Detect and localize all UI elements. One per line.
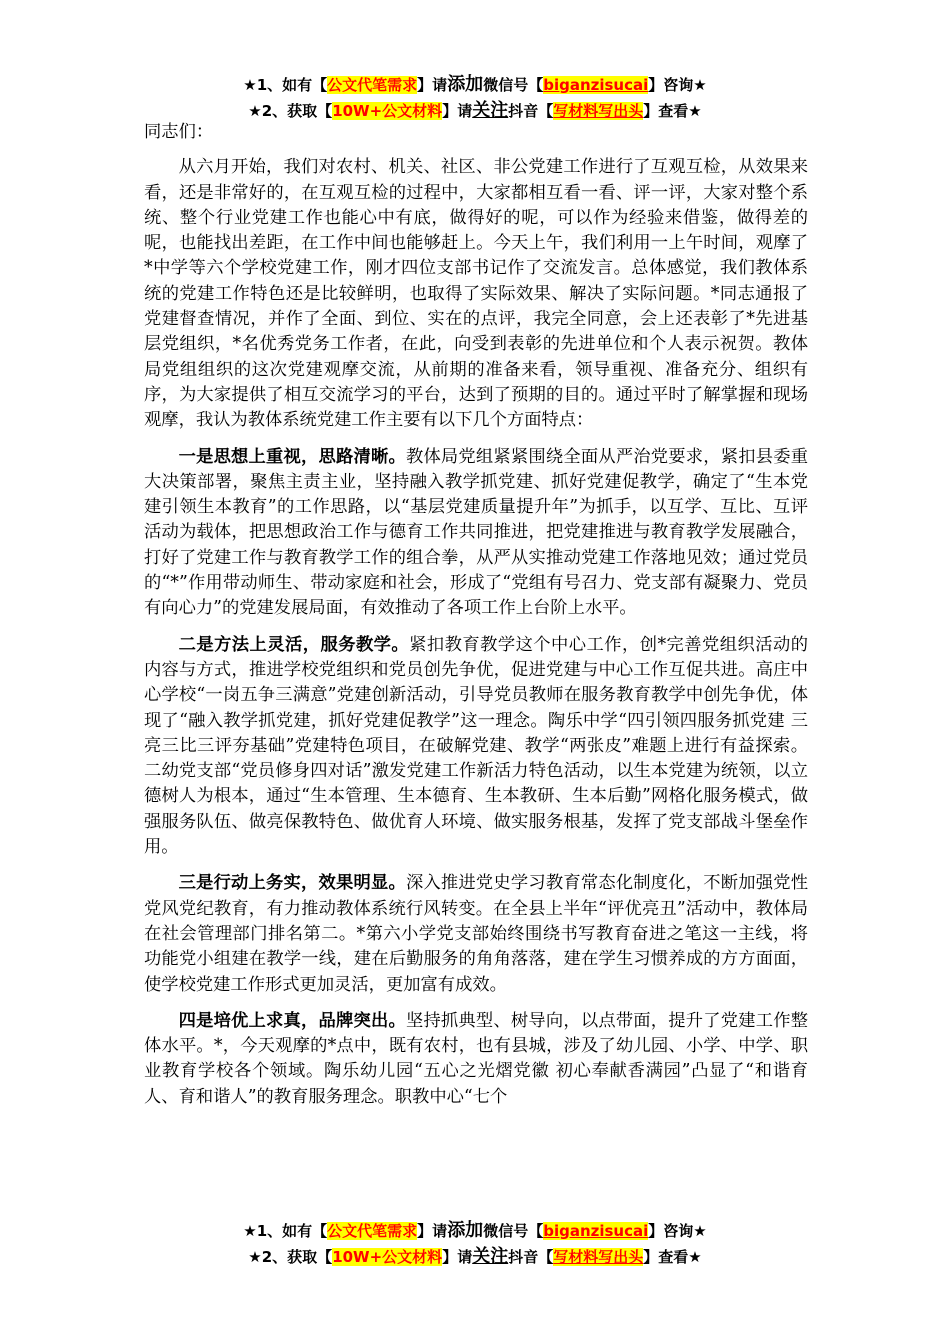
- footer-banner-line-2: ★2、获取【10W+公文材料】请关注抖音【写材料写出头】查看★: [248, 1246, 702, 1267]
- paragraph-point-1: 一是思想上重视，思路清晰。教体局党组紧紧围绕全面从严治党要求，紧扣县委重大决策部署，聚焦主责主业，坚持融入教学抓党建、抓好党建促教学，确定了“生本党建引领生本教育”的工作思路，以“基层党建质量提升年”为抓手，以互学、互比、互评活动为载体，把思想政治工作与德育工作共同推进，把党建推进与教育教学发展融合，打好了党建工作与教育教学工作的组合拳，从严从实推动党建工作落地见效；通过党员的“*”作用带动师生、带动家庭和社会，形成了“党组有号召力、党支部有凝聚力、党员有向心力”的党建发展局面，有效推动了各项工作上台阶上水平。: [144, 446, 808, 619]
- footer-douyin-id[interactable]: 写材料写出头: [553, 1248, 644, 1266]
- header-banner: [0, 72, 950, 124]
- banner-highlight-service: 公文代笔需求: [327, 76, 418, 94]
- point-3-title: 三是行动上务实，效果明显。: [178, 873, 406, 894]
- salutation: 同志们：: [144, 122, 214, 142]
- point-2-title: 二是方法上灵活，服务教学。: [178, 634, 410, 655]
- point-4-title: 四是培优上求真，品牌突出。: [178, 1010, 406, 1031]
- paragraph-point-2: 二是方法上灵活，服务教学。紧扣教育教学这个中心工作，创*完善党组织活动的内容与方式，推进学校党组织和党员创先争优，促进党建与中心工作互促共进。高庄中心学校“一岗五争三满意”党建创新活动，引导党员教师在服务教育教学中创先争优，体现了“融入教学抓党建，抓好党建促教学”这一理念。陶乐中学“四引领四服务抓党建 三亮三比三评夯基础”党建特色项目，在破解党建、教学“两张皮”难题上进行有益探索。二幼党支部“党员修身四对话”激发党建工作新活力特色活动，以生本党建为统领，以立德树人为根本，通过“生本管理、生本德育、生本教研、生本后勤”网格化服务模式，做强服务队伍、做亮保教特色、做优育人环境、做实服务根基，发挥了党支部战斗堡垒作用。: [144, 634, 808, 858]
- point-1-title: 一是思想上重视，思路清晰。: [178, 446, 406, 467]
- banner-highlight-materials: 10W+公文材料: [332, 102, 443, 120]
- banner-douyin-id[interactable]: 写材料写出头: [553, 102, 644, 120]
- paragraph-intro: 从六月开始，我们对农村、机关、社区、非公党建工作进行了互观互检，从效果来看，还是非常好的，在互观互检的过程中，大家都相互看一看、评一评，大家对整个系统、整个行业党建工作也能心中有底，做得好的呢，可以作为经验来借鉴，做得差的呢，也能找出差距，在工作中间也能够赶上。今天上午，我们利用一上午时间，观摩了*中学等六个学校党建工作，刚才四位支部书记作了交流发言。总体感觉，我们教体系统的党建工作特色还是比较鲜明，也取得了实际效果、解决了实际问题。*同志通报了党建督查情况，并作了全面、到位、实在的点评，我完全同意，会上还表彰了*先进基层党组织，*名优秀党务工作者，在此，向受到表彰的先进单位和个人表示祝贺。教体局党组组织的这次党建观摩交流，从前期的准备来看，领导重视、准备充分、组织有序，为大家提供了相互交流学习的平台，达到了预期的目的。通过平时了解掌握和现场观摩，我认为教体系统党建工作主要有以下几个方面特点：: [144, 157, 808, 431]
- banner-line-2: ★2、获取【10W+公文材料】请关注抖音【写材料写出头】查看★: [248, 100, 702, 121]
- paragraph-point-4: 四是培优上求真，品牌突出。坚持抓典型、树导向，以点带面，提升了党建工作整体水平。*，今天观摩的*点中，既有农村，也有县城，涉及了幼儿园、小学、中学、职业教育学校各个领域。陶乐幼儿园“五心之光熠党徽 初心奉献香满园”凸显了“和谐育人、育和谐人”的教育服务理念。职教中心“七个: [144, 1010, 808, 1107]
- footer-banner: [0, 1218, 950, 1270]
- document-body: [144, 120, 808, 1121]
- paragraph-point-3: 三是行动上务实，效果明显。深入推进党史学习教育常态化制度化，不断加强党性党风党纪教育，有力推动教体系统行风转变。在全县上半年“评优亮丑”活动中，教体局在社会管理部门排名第二。*第六小学党支部始终围绕书写教育奋进之笔这一主线，将功能党小组建在教学一线，建在后勤服务的角角落落，建在学生习惯养成的方方面面，使学校党建工作形式更加灵活，更加富有成效。: [144, 873, 808, 995]
- banner-wechat-id[interactable]: biganzisucai: [543, 76, 649, 94]
- footer-wechat-id[interactable]: biganzisucai: [543, 1222, 649, 1240]
- banner-line-1: ★1、如有【公文代笔需求】请添加微信号【biganzisucai】咨询★: [243, 74, 707, 95]
- footer-banner-line-1: ★1、如有【公文代笔需求】请添加微信号【biganzisucai】咨询★: [243, 1220, 707, 1241]
